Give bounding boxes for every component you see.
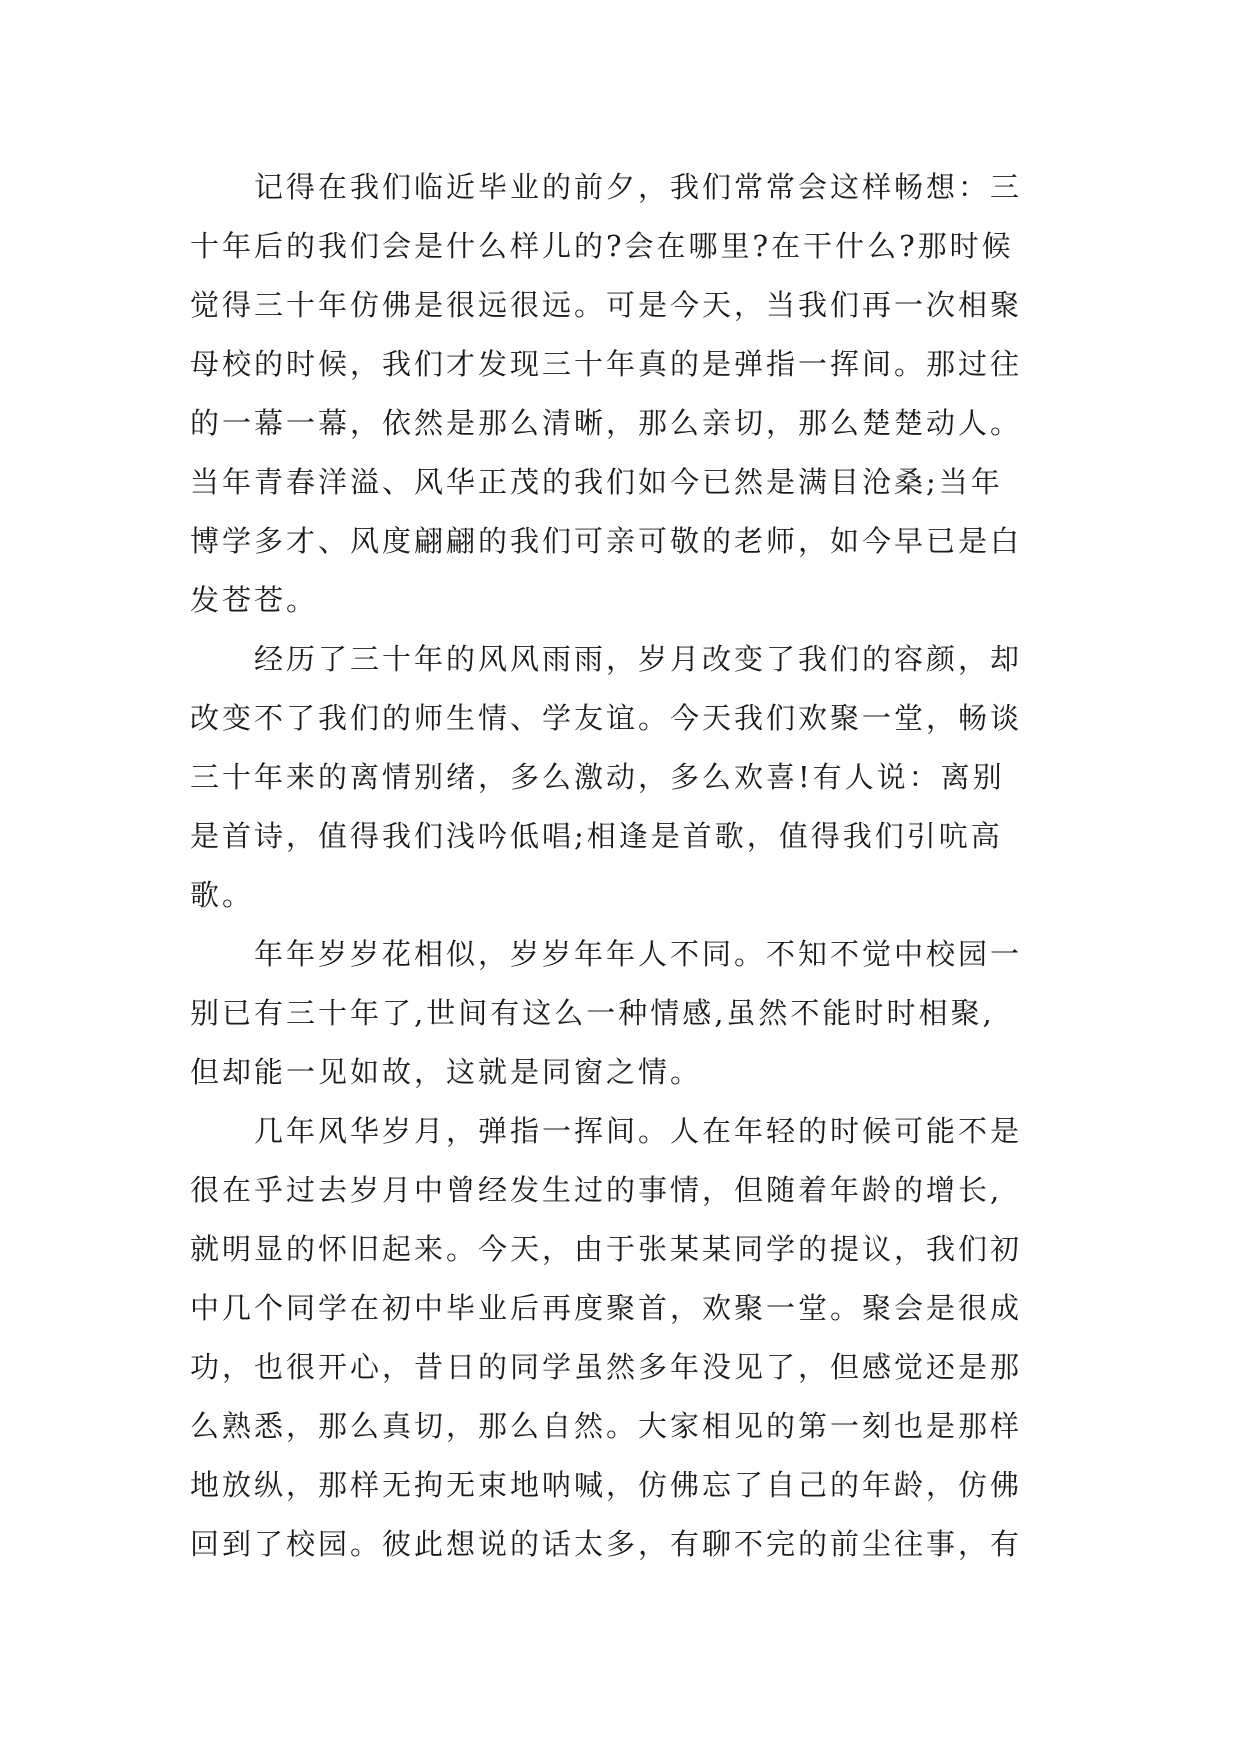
text-line: 母校的时候，我们才发现三十年真的是弹指一挥间。那过往 [190, 347, 1023, 381]
text-line: 当年青春洋溢、风华正茂的我们如今已然是满目沧桑;当年 [190, 465, 1003, 499]
text-line: 记得在我们临近毕业的前夕，我们常常会这样畅想：三 [190, 170, 1023, 204]
text-line: 发苍苍。 [190, 583, 319, 617]
text-line: 歌。 [190, 878, 255, 912]
document-body [190, 158, 1050, 1574]
text-line: 但却能一见如故，这就是同窗之情。 [190, 1055, 703, 1089]
text-line: 回到了校园。彼此想说的话太多，有聊不完的前尘往事，有 [190, 1527, 1023, 1561]
text-line: 博学多才、风度翩翩的我们可亲可敬的老师，如今早已是白 [190, 524, 1023, 558]
text-line: 么熟悉，那么真切，那么自然。大家相见的第一刻也是那样 [190, 1409, 1023, 1443]
text-line: 地放纵，那样无拘无束地呐喊，仿佛忘了自己的年龄，仿佛 [190, 1468, 1023, 1502]
text-line: 几年风华岁月，弹指一挥间。人在年轻的时候可能不是 [190, 1114, 1023, 1148]
text-line: 很在乎过去岁月中曾经发生过的事情，但随着年龄的增长, [190, 1173, 1003, 1207]
text-line: 的一幕一幕，依然是那么清晰，那么亲切，那么楚楚动人。 [190, 406, 1023, 440]
text-line: 就明显的怀旧起来。今天，由于张某某同学的提议，我们初 [190, 1232, 1023, 1266]
text-line: 功，也很开心，昔日的同学虽然多年没见了，但感觉还是那 [190, 1350, 1023, 1384]
paragraph-4 [190, 1102, 1050, 1574]
paragraph-3 [190, 925, 1050, 1102]
text-line: 经历了三十年的风风雨雨，岁月改变了我们的容颜，却 [190, 642, 1023, 676]
text-line: 改变不了我们的师生情、学友谊。今天我们欢聚一堂，畅谈 [190, 701, 1023, 735]
text-line: 是首诗，值得我们浅吟低唱;相逢是首歌，值得我们引吭高 [190, 819, 1003, 853]
text-line: 中几个同学在初中毕业后再度聚首，欢聚一堂。聚会是很成 [190, 1291, 1023, 1325]
text-line: 十年后的我们会是什么样儿的?会在哪里?在干什么?那时候 [190, 229, 1014, 263]
text-line: 别已有三十年了,世间有这么一种情感,虽然不能时时相聚, [190, 996, 995, 1030]
text-line: 三十年来的离情别绪，多么激动，多么欢喜!有人说：离别 [190, 760, 1005, 794]
text-line: 年年岁岁花相似，岁岁年年人不同。不知不觉中校园一 [190, 937, 1023, 971]
paragraph-2 [190, 630, 1050, 925]
paragraph-1 [190, 158, 1050, 630]
text-line: 觉得三十年仿佛是很远很远。可是今天，当我们再一次相聚 [190, 288, 1023, 322]
